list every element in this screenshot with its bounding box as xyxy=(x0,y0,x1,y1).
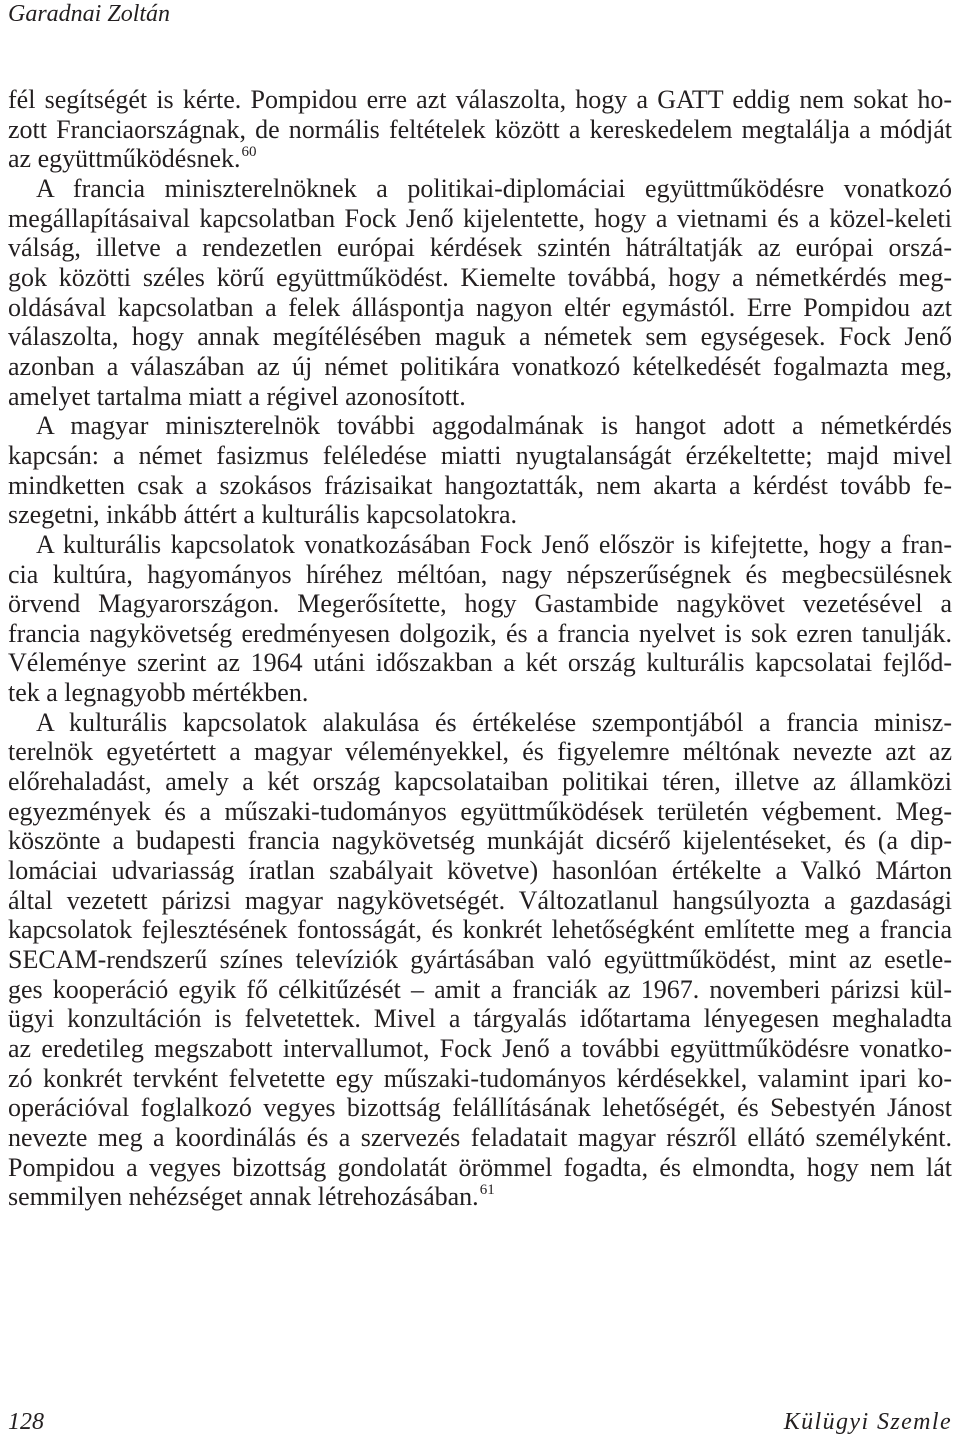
text-line: amelyet tartalma miatt a régivel azonosított. xyxy=(8,381,466,411)
text-line: Pompidou a vegyes bizottság gondolatát örömmel fogadta, és elmondta, hogy nem lát xyxy=(8,1152,952,1182)
page-footer xyxy=(8,1408,952,1436)
text-line: előrehaladást, amely a két ország kapcsolataiban politikai téren, illetve az államközi xyxy=(8,767,952,797)
text-line: A francia miniszterelnöknek a politikai-diplomáciai együttműködésre vonatkozó xyxy=(36,173,952,203)
text-line: egyezmények és a műszaki-tudományos együttműködések területén végbement. Meg- xyxy=(8,796,952,826)
text-line: kapcsolatok fejlesztésének fontosságát, és konkrét lehetőségként említette meg a francia xyxy=(8,915,952,945)
text-line: köszönte a budapesti francia nagykövetség munkáját dicsérő kijelentéseket, és (a dip- xyxy=(8,826,952,856)
text-line: Véleménye szerint az 1964 utáni időszakban a két ország kulturális kapcsolatai fejlőd- xyxy=(8,648,952,678)
text-line xyxy=(8,1182,952,1212)
text-line: örvend Magyarországon. Megerősítette, hogy Gastambide nagykövet vezetésével a xyxy=(8,589,952,619)
text-line: gok közötti széles körű együttműködést. Kiemelte továbbá, hogy a németkérdés meg- xyxy=(8,262,952,292)
paragraph xyxy=(8,174,952,411)
text-line: megállapításaival kapcsolatban Fock Jenő kijelentette, hogy a vietnami és a közel-keleti xyxy=(8,203,952,233)
text-line: válaszolta, hogy annak megítélésében maguk a németek sem egységesek. Fock Jenő xyxy=(8,322,952,352)
text-line: operációval foglalkozó vegyes bizottság felállításának lehetőségét, és Sebestyén Jánost xyxy=(8,1093,952,1123)
text-line: zott Franciaországnak, de normális feltételek között a kereskedelem megtalálja a módját xyxy=(8,114,952,144)
text-line: lomáciai udvariasság íratlan szabályait követve) hasonlóan értékelte a Valkó Márton xyxy=(8,856,952,886)
text-line: A magyar miniszterelnök további aggodalmának is hangot adott a németkérdés xyxy=(36,411,952,441)
footnote-ref: 60 xyxy=(241,144,257,161)
footnote-ref: 61 xyxy=(479,1182,495,1199)
text-line: terelnök egyetértett a magyar véleményekkel, és figyelemre méltónak nevezte azt az xyxy=(8,737,952,767)
text-line-content: semmilyen nehézséget annak létrehozásában. xyxy=(8,1182,479,1212)
text-line: ügyi konzultáción is felvetettek. Mivel a tárgyalás időtartama lényegesen meghaladta xyxy=(8,1004,952,1034)
paragraph xyxy=(8,708,952,1212)
text-line: SECAM-rendszerű színes televíziók gyártásában való együttműködést, mint az esetle- xyxy=(8,945,952,975)
text-line: cia kultúra, hagyományos híréhez méltóan, nagy népszerűségnek és megbecsülésnek xyxy=(8,559,952,589)
text-line: válság, illetve a rendezetlen európai kérdések szintén hátráltatják az európai orszá- xyxy=(8,233,952,263)
text-line: azonban a válaszában az új német politikára vonatkozó kételkedését fogalmazta meg, xyxy=(8,351,952,381)
page-number: 128 xyxy=(8,1409,44,1435)
article-body xyxy=(8,85,952,1212)
paragraph xyxy=(8,85,952,174)
text-line: mindketten csak a szokásos frázisaikat hangoztatták, nem akarta a kérdést tovább fe- xyxy=(8,470,952,500)
text-line: az eredetileg megszabott intervallumot, Fock Jenő a további együttműködésre vonatko- xyxy=(8,1034,952,1063)
text-line: oldásával kapcsolatban a felek álláspontja nagyon eltér egymástól. Erre Pompidou azt xyxy=(8,292,952,322)
text-line: nevezte meg a koordinálás és a szervezés feladatait magyar részről ellátó személyként. xyxy=(8,1122,952,1152)
text-line: kapcsán: a német fasizmus feléledése miatti nyugtalanságát érzékeltette; majd mivel xyxy=(8,440,952,470)
text-line-content: az együttműködésnek. xyxy=(8,144,241,174)
text-line xyxy=(8,144,952,174)
running-head: Garadnai Zoltán xyxy=(8,1,171,27)
journal-title: Külügyi Szemle xyxy=(783,1409,952,1435)
text-line: zó konkrét tervként felvetette egy műszaki-tudományos kérdésekkel, valamint ipari ko- xyxy=(8,1063,952,1093)
text-line: tek a legnagyobb mértékben. xyxy=(8,678,309,708)
text-line: által vezetett párizsi magyar nagykövetségét. Változatlanul hangsúlyozta a gazdasági xyxy=(8,885,952,915)
paragraph xyxy=(8,530,952,708)
paragraph xyxy=(8,411,952,530)
text-line: ges kooperáció egyik fő célkitűzését – amit a franciák az 1967. novemberi párizsi kül- xyxy=(8,974,952,1004)
text-line: szegetni, inkább áttért a kulturális kapcsolatokra. xyxy=(8,500,517,530)
text-line: A kulturális kapcsolatok vonatkozásában Fock Jenő először is kifejtette, hogy a fran- xyxy=(36,529,952,559)
text-line: A kulturális kapcsolatok alakulása és értékelése szempontjából a francia minisz- xyxy=(36,707,952,737)
text-line: francia nagykövetség eredményesen dolgozik, és a francia nyelvet is sok ezren tanulják. xyxy=(8,618,952,648)
text-line: fél segítségét is kérte. Pompidou erre azt válaszolta, hogy a GATT eddig nem sokat ho- xyxy=(8,85,952,114)
